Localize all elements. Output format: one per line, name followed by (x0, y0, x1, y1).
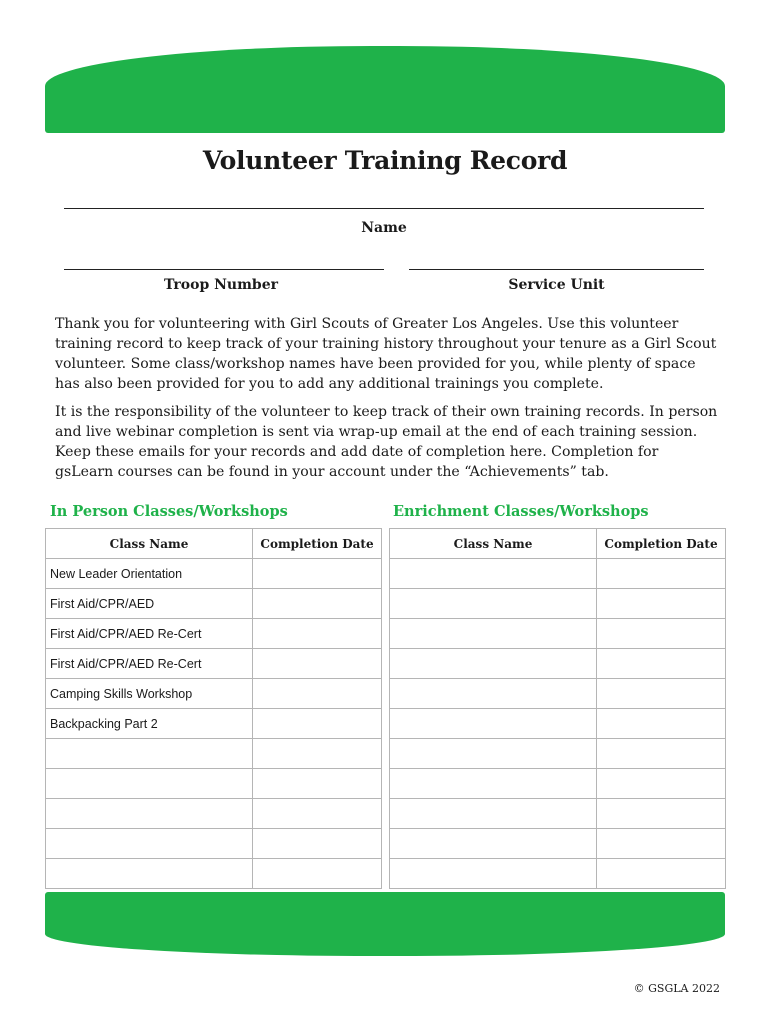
in-person-table (45, 528, 382, 889)
class-name-cell[interactable] (390, 559, 597, 589)
table-row (390, 559, 726, 589)
class-name-cell[interactable]: First Aid/CPR/AED Re-Cert (46, 649, 253, 679)
table-row (46, 739, 382, 769)
completion-date-cell[interactable] (597, 829, 726, 859)
class-name-cell[interactable] (390, 739, 597, 769)
name-label: Name (361, 220, 407, 236)
table-row (390, 709, 726, 739)
completion-date-cell[interactable] (597, 649, 726, 679)
completion-date-cell[interactable] (253, 769, 382, 799)
table-row (390, 679, 726, 709)
class-name-cell[interactable] (46, 859, 253, 889)
column-header-class-name: Class Name (46, 529, 253, 559)
troop-number-field-line[interactable] (64, 269, 384, 270)
completion-date-cell[interactable] (597, 679, 726, 709)
completion-date-cell[interactable] (597, 739, 726, 769)
class-name-cell[interactable] (390, 589, 597, 619)
class-name-cell[interactable]: First Aid/CPR/AED Re-Cert (46, 619, 253, 649)
class-name-cell[interactable] (390, 619, 597, 649)
enrichment-table (389, 528, 726, 889)
completion-date-cell[interactable] (597, 559, 726, 589)
completion-date-cell[interactable] (253, 799, 382, 829)
completion-date-cell[interactable] (597, 619, 726, 649)
class-name-cell[interactable] (390, 709, 597, 739)
completion-date-cell[interactable] (253, 709, 382, 739)
table-row (390, 619, 726, 649)
table-row (390, 649, 726, 679)
completion-date-cell[interactable] (597, 799, 726, 829)
table-row (46, 649, 382, 679)
column-header-class-name: Class Name (390, 529, 597, 559)
table-row (46, 679, 382, 709)
completion-date-cell[interactable] (253, 589, 382, 619)
class-name-cell[interactable] (46, 739, 253, 769)
table-row (390, 829, 726, 859)
class-name-cell[interactable] (390, 799, 597, 829)
table-row (46, 589, 382, 619)
class-name-cell[interactable] (390, 679, 597, 709)
class-name-cell[interactable] (390, 649, 597, 679)
completion-date-cell[interactable] (597, 859, 726, 889)
completion-date-cell[interactable] (253, 739, 382, 769)
page-title: Volunteer Training Record (202, 146, 568, 175)
completion-date-cell[interactable] (253, 559, 382, 589)
completion-date-cell[interactable] (253, 649, 382, 679)
class-name-cell[interactable] (46, 829, 253, 859)
class-name-cell[interactable] (390, 769, 597, 799)
class-name-cell[interactable] (46, 769, 253, 799)
top-banner (45, 46, 725, 133)
table-row (46, 559, 382, 589)
service-unit-field-line[interactable] (409, 269, 704, 270)
class-name-cell[interactable] (390, 829, 597, 859)
class-name-cell[interactable]: New Leader Orientation (46, 559, 253, 589)
table-row (46, 829, 382, 859)
copyright-notice: © GSGLA 2022 (633, 982, 720, 995)
enrichment-heading: Enrichment Classes/Workshops (393, 503, 649, 520)
class-name-cell[interactable]: Camping Skills Workshop (46, 679, 253, 709)
table-row (46, 619, 382, 649)
class-name-cell[interactable]: Backpacking Part 2 (46, 709, 253, 739)
column-header-completion-date: Completion Date (597, 529, 726, 559)
responsibility-paragraph: It is the responsibility of the volunteer to keep track of their own training records. In person and live webinar completion is sent via wrap-up email at the end of each training session. Keep these emails for your records and add date of completion here. Completion for gsLearn courses can be found in your account under the “Achievements” tab. (55, 404, 718, 480)
completion-date-cell[interactable] (597, 589, 726, 619)
completion-date-cell[interactable] (253, 619, 382, 649)
table-row (46, 769, 382, 799)
completion-date-cell[interactable] (253, 829, 382, 859)
table-row (390, 739, 726, 769)
table-row (390, 859, 726, 889)
in-person-heading: In Person Classes/Workshops (50, 503, 288, 520)
table-row (390, 769, 726, 799)
intro-paragraph: Thank you for volunteering with Girl Scouts of Greater Los Angeles. Use this volunteer training record to keep track of your training history throughout your tenure as a Girl Scout volunteer. Some class/workshop names have been provided for you, while plenty of space has also been provided for you to add any additional trainings you complete. (55, 316, 717, 392)
class-name-cell[interactable] (390, 859, 597, 889)
table-row (46, 859, 382, 889)
table-row (390, 589, 726, 619)
completion-date-cell[interactable] (597, 709, 726, 739)
table-row (46, 799, 382, 829)
name-field-line[interactable] (64, 208, 704, 209)
class-name-cell[interactable]: First Aid/CPR/AED (46, 589, 253, 619)
completion-date-cell[interactable] (253, 679, 382, 709)
service-unit-label: Service Unit (508, 277, 605, 293)
class-name-cell[interactable] (46, 799, 253, 829)
completion-date-cell[interactable] (597, 769, 726, 799)
column-header-completion-date: Completion Date (253, 529, 382, 559)
completion-date-cell[interactable] (253, 859, 382, 889)
table-row (390, 799, 726, 829)
bottom-banner (45, 892, 725, 956)
troop-number-label: Troop Number (164, 277, 278, 293)
table-row (46, 709, 382, 739)
